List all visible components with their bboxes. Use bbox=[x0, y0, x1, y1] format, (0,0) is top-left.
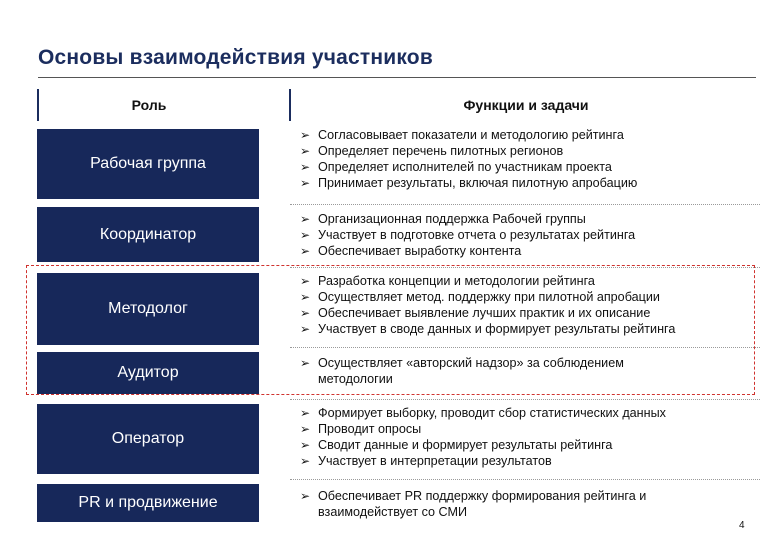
function-item: ➢ Участвует в подготовке отчета о результатах рейтинга bbox=[300, 228, 636, 242]
functions-column-header: Функции и задачи bbox=[289, 89, 761, 121]
role-label: Аудитор bbox=[117, 364, 179, 381]
function-item: ➢ Обеспечивает выявление лучших практик и их описание bbox=[300, 306, 651, 320]
function-item: ➢ Осуществляет «авторский надзор» за соблюдением методологии bbox=[300, 356, 624, 386]
function-item: ➢ Формирует выборку, проводит сбор статистических данных bbox=[300, 406, 666, 420]
role-box-pr bbox=[37, 484, 259, 522]
function-item: ➢ Определяет перечень пилотных регионов bbox=[300, 144, 564, 158]
arrow-bullet-icon: ➢ bbox=[300, 144, 311, 158]
function-item: ➢ Обеспечивает выработку контента bbox=[300, 244, 522, 258]
arrow-bullet-icon: ➢ bbox=[300, 212, 311, 226]
row-divider bbox=[290, 479, 760, 480]
functions-list-pr bbox=[300, 488, 695, 520]
functions-list-working-group bbox=[300, 127, 740, 191]
title-divider bbox=[38, 77, 756, 78]
role-label: PR и продвижение bbox=[78, 494, 218, 511]
role-box-coordinator bbox=[37, 207, 259, 262]
arrow-bullet-icon: ➢ bbox=[300, 356, 311, 370]
role-box-working-group bbox=[37, 129, 259, 199]
role-label: Рабочая группа bbox=[90, 155, 206, 172]
arrow-bullet-icon: ➢ bbox=[300, 454, 311, 468]
function-item: ➢ Обеспечивает PR поддержку формирования рейтинга и взаимодействует со СМИ bbox=[300, 489, 647, 519]
highlight-frame bbox=[26, 265, 755, 395]
function-item: ➢ Организационная поддержка Рабочей группы bbox=[300, 212, 586, 226]
page-title: Основы взаимодействия участников bbox=[38, 46, 433, 69]
function-item: ➢ Участвует в интерпретации результатов bbox=[300, 454, 552, 468]
arrow-bullet-icon: ➢ bbox=[300, 438, 311, 452]
arrow-bullet-icon: ➢ bbox=[300, 290, 311, 304]
functions-list-coordinator bbox=[300, 211, 740, 259]
arrow-bullet-icon: ➢ bbox=[300, 176, 311, 190]
function-item: ➢ Участвует в своде данных и формирует результаты рейтинга bbox=[300, 322, 676, 336]
function-item: ➢ Принимает результаты, включая пилотную апробацию bbox=[300, 176, 638, 190]
arrow-bullet-icon: ➢ bbox=[300, 322, 311, 336]
function-item: ➢ Разработка концепции и методологии рейтинга bbox=[300, 274, 595, 288]
row-divider bbox=[290, 204, 760, 205]
arrow-bullet-icon: ➢ bbox=[300, 422, 311, 436]
role-column-header: Роль bbox=[37, 89, 259, 121]
role-label: Методолог bbox=[108, 300, 188, 317]
row-divider bbox=[290, 399, 760, 400]
arrow-bullet-icon: ➢ bbox=[300, 244, 311, 258]
arrow-bullet-icon: ➢ bbox=[300, 228, 311, 242]
arrow-bullet-icon: ➢ bbox=[300, 406, 311, 420]
function-item: ➢ Проводит опросы bbox=[300, 422, 422, 436]
role-label: Оператор bbox=[111, 430, 185, 447]
function-item: ➢ Определяет исполнителей по участникам проекта bbox=[300, 160, 612, 174]
arrow-bullet-icon: ➢ bbox=[300, 274, 311, 288]
function-item: ➢ Осуществляет метод. поддержку при пилотной апробации bbox=[300, 290, 660, 304]
arrow-bullet-icon: ➢ bbox=[300, 306, 311, 320]
functions-list-operator bbox=[300, 405, 740, 469]
arrow-bullet-icon: ➢ bbox=[300, 489, 311, 503]
role-label: Координатор bbox=[99, 225, 197, 243]
function-item: ➢ Сводит данные и формирует результаты рейтинга bbox=[300, 438, 613, 452]
arrow-bullet-icon: ➢ bbox=[300, 128, 311, 142]
role-box-operator bbox=[37, 404, 259, 474]
page-number: 4 bbox=[739, 520, 745, 531]
arrow-bullet-icon: ➢ bbox=[300, 160, 311, 174]
function-item: ➢ Согласовывает показатели и методологию рейтинга bbox=[300, 128, 624, 142]
